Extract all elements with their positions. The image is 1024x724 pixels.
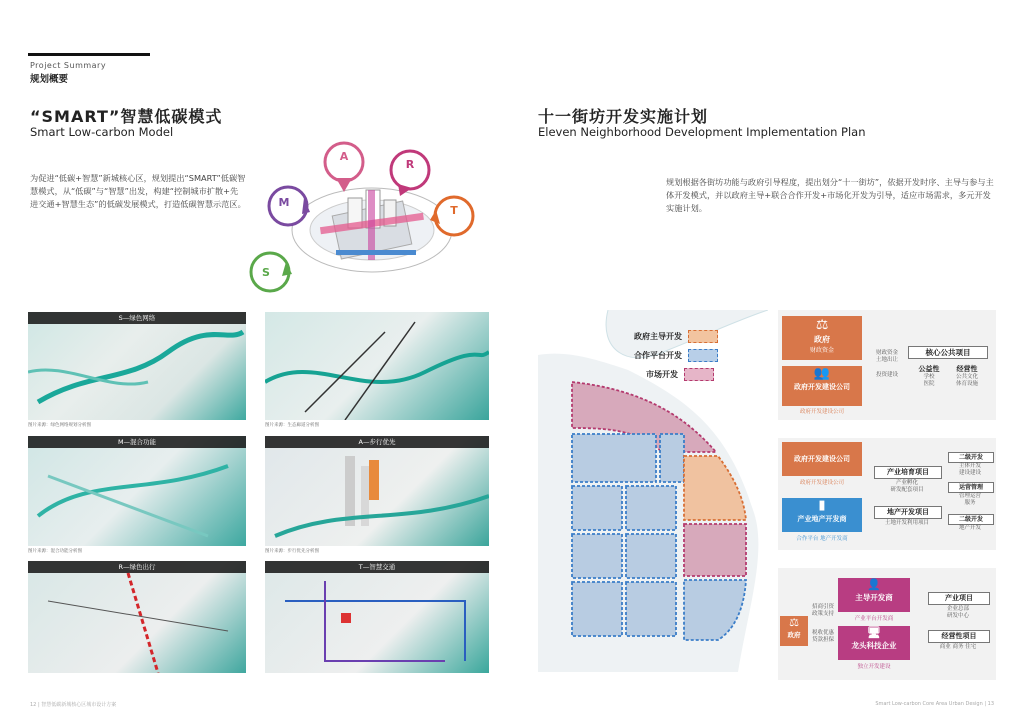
d1-gov-box — [782, 316, 862, 360]
d3-r2s: 商业 商务 住宅 — [939, 644, 977, 650]
diagram-gov-led — [778, 310, 996, 420]
d2-company-sub: 政府开发建设公司 — [799, 480, 844, 486]
plan-legend — [634, 330, 718, 381]
scale-icon: ⚖ — [789, 616, 799, 629]
d1-c1 — [912, 364, 946, 388]
bubble-r — [391, 151, 429, 196]
left-paragraph: 为促进“低碳+智慧”新城核心区，规划提出“SMART”低碳智慧模式，从“低碳”与“智慧”出发，构建“控制城市扩散+先进交通+智慧生态”的低碳发展模式，打造低碳智慧示范区。 — [30, 173, 246, 209]
legend-swatch — [684, 368, 714, 381]
bubble-s-letter: S — [262, 266, 270, 279]
tower-icon: ▮ — [818, 498, 826, 513]
left-footer: 12 | 智慧低碳新城核心区城市设计方案 — [30, 702, 117, 708]
d3-m2 — [838, 626, 910, 660]
d3-gov — [780, 616, 808, 646]
group-icon: 👥 — [813, 366, 831, 381]
d2-platform-label: 产业地产开发商 — [797, 515, 847, 523]
d2-p2: 地产开发项目 — [874, 506, 942, 519]
legend-swatch — [688, 330, 718, 343]
legend-item-coop — [634, 349, 718, 362]
map-panel-title: R—绿色出行 — [28, 561, 246, 573]
d3-m1 — [838, 578, 910, 612]
d3-m1s: 产业平台开发商 — [854, 616, 894, 622]
header-kicker-cn: 规划概要 — [30, 74, 69, 85]
map-panel-title: T—智慧交通 — [265, 561, 489, 573]
d2-r2s: 管理运营 服务 — [958, 493, 981, 506]
d3-gov-label: 政府 — [787, 631, 801, 639]
d3-r2: 经营性项目 — [928, 630, 990, 643]
right-footer: Smart Low-carbon Core Area Urban Design | 13 — [875, 701, 994, 707]
bubble-a-letter: A — [339, 150, 349, 163]
left-title-en: Smart Low-carbon Model — [30, 125, 174, 139]
d3-l1: 招商引资 政策支持 — [811, 604, 834, 617]
right-paragraph: 规划根据各街坊功能与政府引导程度，提出划分“十一街坊”，依据开发时序、主导与参与主体开发模式，并以政府主导+联合合作开发+市场化开发为引导，适应市场需求，多元开发实施计划。 — [666, 177, 994, 213]
map-panel-title: A—步行优先 — [265, 436, 489, 448]
d3-l2: 税收优惠 贷款担保 — [811, 630, 834, 643]
bubble-m-letter: M — [278, 196, 290, 209]
map-panel-t — [265, 561, 489, 673]
map-panel-r — [28, 561, 246, 673]
header-kicker: Project Summary — [30, 61, 107, 70]
d2-company: 政府开发建设公司 — [782, 442, 862, 476]
diagram-coop — [778, 438, 996, 550]
map-caption: 图片来源：生态廊道分析图 — [265, 423, 319, 428]
legend-swatch — [688, 349, 718, 362]
bubble-r-letter: R — [405, 158, 415, 171]
map-panel-eco — [265, 312, 489, 420]
legend-item-market — [634, 368, 718, 381]
map-panel-title: M—混合功能 — [28, 436, 246, 448]
map-panel-a — [265, 436, 489, 546]
header-rule — [28, 53, 150, 56]
d2-r3s: 地产开发 — [958, 525, 981, 531]
map-panel-title: S—绿色网络 — [28, 312, 246, 324]
d2-p2s: 土地开发利用项目 — [884, 520, 929, 526]
d1-company-label: 政府开发建设公司 — [794, 383, 850, 391]
legend-item-gov — [634, 330, 718, 343]
d2-p1: 产业培育项目 — [874, 466, 942, 479]
d3-r1: 产业项目 — [928, 592, 990, 605]
bubble-m — [269, 187, 310, 225]
right-title-cn: 十一街坊开发实施计划 — [538, 107, 709, 126]
d2-platform — [782, 498, 862, 532]
d1-c2-sub: 公共文化 体育设施 — [955, 374, 978, 387]
map-panel-s — [28, 312, 246, 420]
legend-label: 政府主导开发 — [634, 332, 682, 341]
smart-diagram — [240, 138, 480, 308]
d3-m1-label: 主导开发商 — [855, 593, 893, 602]
right-title-en: Eleven Neighborhood Development Implementation Plan — [538, 125, 866, 139]
d1-c1-sub: 学校 医院 — [923, 374, 935, 387]
bubble-t-letter: T — [450, 204, 458, 217]
d1-c2 — [950, 364, 984, 388]
left-title-cn: “SMART”智慧低碳模式 — [30, 107, 223, 126]
map-caption: 图片来源：混合功能分析图 — [28, 549, 82, 554]
legend-label: 市场开发 — [646, 370, 678, 379]
d2-r1: 二级开发 — [948, 452, 994, 463]
d3-m2s: 独立开发建设 — [857, 664, 891, 670]
d1-c2-label: 经营性 — [956, 365, 978, 373]
legend-label: 合作平台开发 — [634, 351, 682, 360]
enterprise-icon: 🖥 — [867, 626, 881, 639]
d1-gov-label: 政府 — [814, 335, 830, 344]
d1-company-box — [782, 366, 862, 406]
d2-r2: 运营管理 — [948, 482, 994, 493]
d1-gov-sub: 财政资金 — [809, 347, 834, 354]
bubble-a — [325, 143, 363, 192]
plan-map — [538, 310, 768, 672]
d2-p1s: 产业孵化 研发配套项目 — [890, 480, 924, 493]
map-caption: 图片来源：步行优先分析图 — [265, 549, 319, 554]
d2-platform-sub: 合作平台 地产开发商 — [796, 536, 848, 542]
d1-mid2: 投资建设 — [875, 372, 898, 378]
d2-r3: 二级开发 — [948, 514, 994, 525]
d1-core: 核心公共项目 — [908, 346, 988, 359]
d3-r1s: 企业总部 研发中心 — [946, 606, 969, 619]
d3-m2-label: 龙头科技企业 — [851, 641, 897, 650]
diagram-market — [778, 568, 996, 680]
scale-icon: ⚖ — [815, 317, 829, 333]
d2-r1s: 主体开发 建设建设 — [958, 463, 981, 476]
d1-company-sub: 政府开发建设公司 — [799, 409, 844, 415]
d1-mid1: 财政资金 土地出让 — [875, 350, 898, 363]
bubble-s — [251, 253, 292, 291]
map-panel-m — [28, 436, 246, 546]
map-caption: 图片来源：绿色网络规划分析图 — [28, 423, 91, 428]
developer-icon: 👤 — [867, 578, 881, 591]
d1-c1-label: 公益性 — [918, 365, 940, 373]
bubble-t — [430, 197, 473, 235]
